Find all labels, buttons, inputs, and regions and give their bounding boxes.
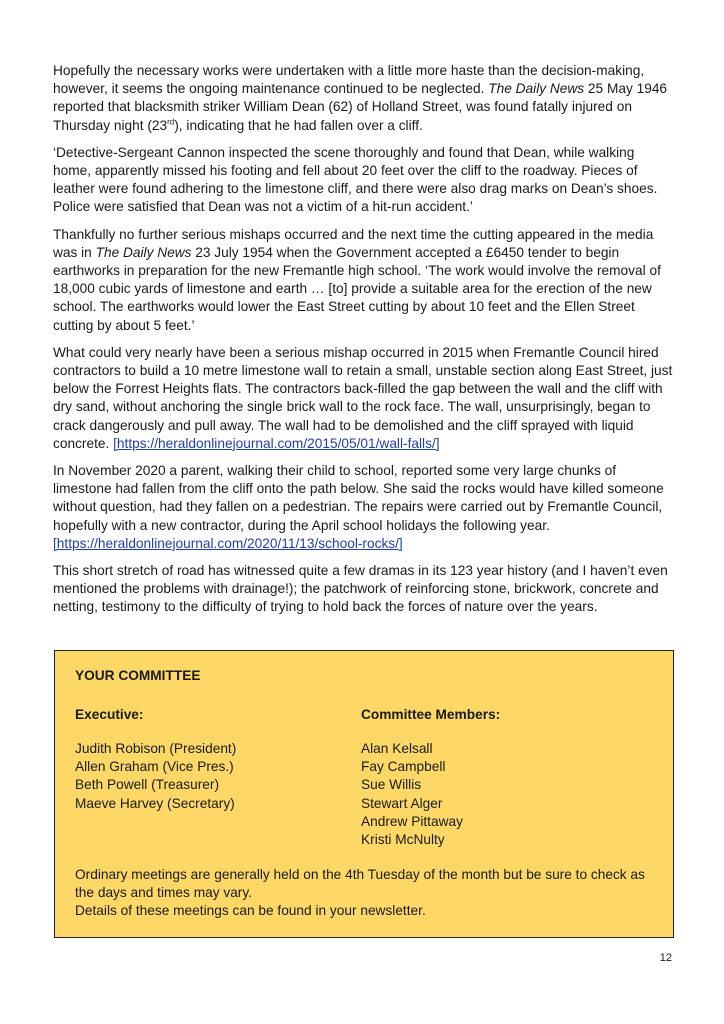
paragraph-3 [53, 226, 675, 335]
paragraph-4-text: What could very nearly have been a serious mishap occurred in 2015 when Fremantle Council hired contractors to build a 10 metre limestone wall to retain a small, unstable section along East Street, just below the Forrest Heights flats. The contractors back-filled the gap between the wall and the cliff with dry sand, without anchoring the single brick wall to the rock face. The wall, unsurprisingly, began to crack dangerously and pull away. The wall had to be demolished and the cliff sprayed with liquid concrete. [53, 344, 673, 451]
paragraph-5 [53, 462, 675, 553]
article-body [53, 62, 675, 626]
committee-member: Alan Kelsall [361, 741, 433, 756]
executive-column [75, 707, 236, 813]
paragraph-2: ‘Detective-Sergeant Cannon inspected the scene thoroughly and found that Dean, while walking home, apparently missed his footing and fell about 20 feet over the cliff to the roadway. Pieces of leather were found adhering to the limestone cliff, and there were also drag marks on Dean’s shoes. Police were satisfied that Dean was not a victim of a hit-run accident.’ [53, 144, 658, 215]
paragraph-5-text: In November 2020 a parent, walking their child to school, reported some very large chunks of limestone had fallen from the cliff onto the path below. She said the rocks would have killed someone without question, had they fallen on a pedestrian. The repairs were carried out by Fremantle Council, hopefully with a new contractor, during the April school holidays the following year. [53, 463, 664, 533]
paragraph-6: This short stretch of road has witnessed quite a few dramas in its 123 year history (and I haven’t even mentioned the problems with drainage!); the patchwork of reinforcing stone, brickwork, concrete and netting, testimony to the difficulty of trying to hold back the forces of nature over the years. [53, 563, 668, 615]
paragraph-1-text-c: ), indicating that he had fallen over a cliff. [174, 117, 423, 133]
committee-title: YOUR COMMITTEE [75, 668, 201, 683]
executive-member: Allen Graham (Vice Pres.) [75, 759, 234, 775]
executive-member: Maeve Harvey (Secretary) [75, 795, 235, 811]
ordinal-superscript: rd [167, 117, 175, 127]
page-number: 12 [659, 952, 672, 964]
executive-member: Judith Robison (President) [75, 741, 237, 756]
paragraph-1 [53, 62, 675, 135]
school-rocks-link[interactable]: [https://heraldonlinejournal.com/2020/11/13/school-rocks/] [53, 535, 403, 551]
newspaper-title: The Daily News [488, 81, 585, 97]
committee-member: Kristi McNulty [361, 832, 445, 848]
members-heading: Committee Members: [361, 707, 501, 722]
meetings-note-line-1: Ordinary meetings are generally held on the 4th Tuesday of the month but be sure to check as the days and times may vary. [75, 867, 645, 901]
committee-member: Fay Campbell [361, 759, 446, 775]
paragraph-1-text-a: Hopefully the necessary works were undertaken with a little more haste than the decision-making, however, it seems the ongoing maintenance continued to be neglected. [53, 63, 645, 97]
paragraph-1-text-b: 25 May 1946 reported that blacksmith striker William Dean (62) of Holland Street, was found fatally injured on Thursday night (23 [53, 81, 668, 133]
executive-member: Beth Powell (Treasurer) [75, 777, 220, 793]
members-column [361, 707, 500, 849]
paragraph-3-text-a: Thankfully no further serious mishaps occurred and the next time the cutting appeared in the media was in [53, 226, 654, 260]
paragraph-3-text-b: 23 July 1954 when the Government accepted a £6450 tender to begin earthworks in preparation for the new Fremantle high school. ‘The work would involve the removal of 18,000 cubic yards of limestone and earth … [to] provide a suitable area for the erection of the new school. The earthworks would lower the East Street cutting by about 10 feet and the Ellen Street cutting by about 5 feet.’ [53, 244, 661, 333]
wall-falls-link[interactable]: [https://heraldonlinejournal.com/2015/05/01/wall-falls/] [113, 435, 440, 451]
meetings-note [75, 866, 655, 921]
meetings-note-line-2: Details of these meetings can be found in your newsletter. [75, 903, 426, 919]
newspaper-title: The Daily News [95, 244, 192, 260]
committee-member: Stewart Alger [361, 795, 443, 811]
committee-member: Sue Willis [361, 777, 422, 793]
executive-heading: Executive: [75, 707, 144, 722]
committee-box [54, 650, 674, 938]
paragraph-4 [53, 344, 675, 453]
committee-member: Andrew Pittaway [361, 813, 463, 829]
